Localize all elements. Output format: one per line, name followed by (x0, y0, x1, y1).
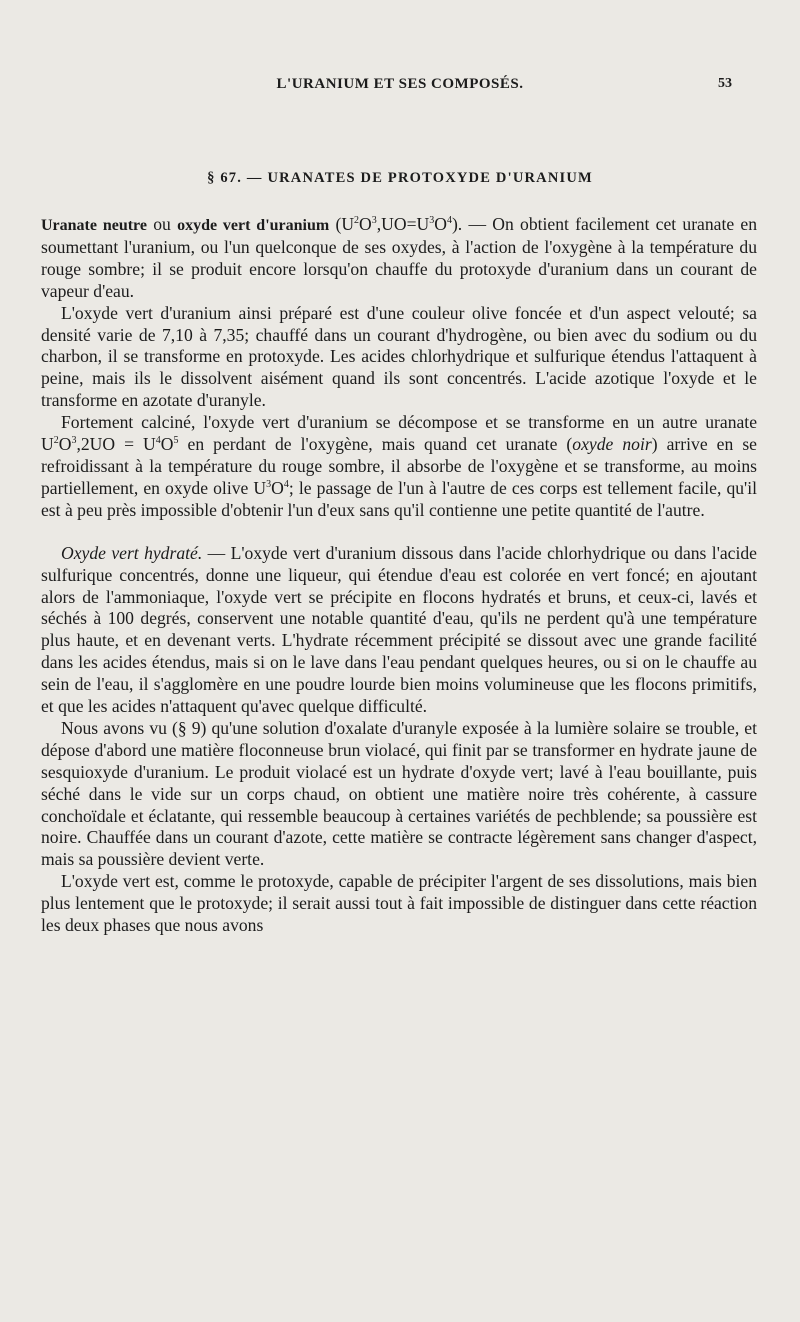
running-title: L'URANIUM ET SES COMPOSÉS. (276, 76, 524, 92)
term-uranate-neutre: Uranate neutre (41, 217, 147, 234)
subscript: 4 (155, 435, 161, 447)
page-header (60, 76, 740, 100)
subscript: 4 (446, 215, 452, 227)
subscript: 3 (266, 479, 272, 491)
paragraph-text: On obtient facilement cet uranate en soumettant l'uranium, ou l'un quelconque de ses oxydes, à l'action de l'oxygène à la température du rouge sombre; il se produit encore lorsqu'on chauffe du protoxyde d'uranium dans un courant de vapeur d'eau. (41, 214, 758, 301)
section-number: § 67. (207, 170, 243, 186)
connector: ou (146, 214, 178, 234)
text-run: O (271, 477, 284, 498)
subscript: 2 (354, 215, 360, 227)
paragraph (41, 214, 757, 303)
text-run: ; le passage de l'un à l'autre de ces corps est tellement facile, qu'il est à peu près impossible d'obtenir l'un d'eux sans qu'il contienne une petite quantité de l'autre. (41, 477, 757, 520)
term-oxyde-vert: oxyde vert d'uranium (177, 217, 330, 234)
paragraph (41, 543, 757, 718)
text-run: en perdant de l'oxygène, mais quand cet uranate ( (178, 434, 573, 455)
body-text (41, 214, 757, 937)
paragraph (41, 412, 757, 522)
section-heading (60, 170, 740, 187)
subscript: 5 (173, 435, 179, 447)
subscript: 4 (283, 479, 289, 491)
italic-heading: Oxyde vert hydraté. (61, 542, 203, 563)
formula-part: O (434, 214, 447, 234)
page-number: 53 (718, 76, 732, 91)
formula-part: O (359, 214, 372, 234)
paragraph: L'oxyde vert est, comme le protoxyde, capable de précipiter l'argent de ses dissolutions, mais bien plus lentement que le protoxyde; il serait aussi tout à fait impossible de distinguer dans cette réaction les deux phases que nous avons (41, 871, 757, 936)
section-dash: — (246, 170, 263, 186)
text-run: Fortement calciné, l'oxyde vert d'uranium se décompose et se transforme en un autre uranate U (41, 412, 757, 455)
text-run: O (58, 434, 72, 455)
text-run: O (160, 434, 174, 455)
text-run: ) arrive en se refroidissant à la température du rouge sombre, il absorbe de l'oxygène et se transforme, au moins partiellement, en oxyde olive U (41, 434, 757, 498)
formula-part: ). — (451, 214, 493, 234)
formula (329, 214, 492, 234)
paragraph-text: — L'oxyde vert d'uranium dissous dans l'acide chlorhydrique ou dans l'acide sulfurique concentrés, donne une liqueur, qui étendue d'eau est colorée en vert foncé; en ajoutant alors de l'ammoniaque, l'oxyde vert se précipite en flocons hydratés et bruns, et ceux-ci, lavés et séchés à 100 degrés, conservent une notable quantité d'eau, qu'ils ne perdent qu'à une température plus haute, et en devenant verts. L'hydrate récemment précipité se dissout avec une grande facilité dans les acides étendus, mais si on le lave dans l'eau pendant quelques heures, ou si on le chauffe au sein de l'eau, il s'agglomère en une poudre lourde bien moins volumineuse que les flocons primitifs, et que les acides n'attaquent qu'avec quelque difficulté. (41, 542, 757, 717)
subscript: 3 (71, 435, 77, 447)
formula-part: (U (329, 214, 355, 234)
subscript: 2 (53, 435, 59, 447)
italic-term: oxyde noir (572, 434, 652, 455)
paragraph: L'oxyde vert d'uranium ainsi préparé est d'une couleur olive foncée et d'un aspect velouté; sa densité varie de 7,10 à 7,35; chauffé dans un courant d'hydrogène, ou bien avec du sodium ou du charbon, il se transforme en protoxyde. Les acides chlorhydrique et sulfurique étendus l'attaquent à peine, mais ils le dissolvent aisément quand ils sont concentrés. L'acide azotique l'oxyde et le transforme en azotate d'uranyle. (41, 302, 757, 411)
formula-part: ,UO=U (376, 214, 430, 234)
section-title: URANATES DE PROTOXYDE D'URANIUM (267, 170, 593, 186)
subscript: 3 (371, 215, 377, 227)
paragraph: Nous avons vu (§ 9) qu'une solution d'oxalate d'uranyle exposée à la lumière solaire se trouble, et dépose d'abord une matière floconneuse brun violacé, qui finit par se transformer en hydrate jaune de sesquioxyde d'uranium. Le produit violacé est un hydrate d'oxyde vert; lavé à l'eau bouillante, puis séché dans le vide sur un corps chaud, on obtient une matière noire très cohérente, à cassure conchoïdale et éclatante, qui ressemble beaucoup à certaines variétés de pechblende; sa poussière est noire. Chauffée dans un courant d'azote, cette matière se contracte légèrement sans changer d'aspect, mais sa poussière devient verte. (41, 717, 757, 870)
text-run: ,2UO = U (76, 434, 156, 455)
subscript: 3 (429, 215, 435, 227)
